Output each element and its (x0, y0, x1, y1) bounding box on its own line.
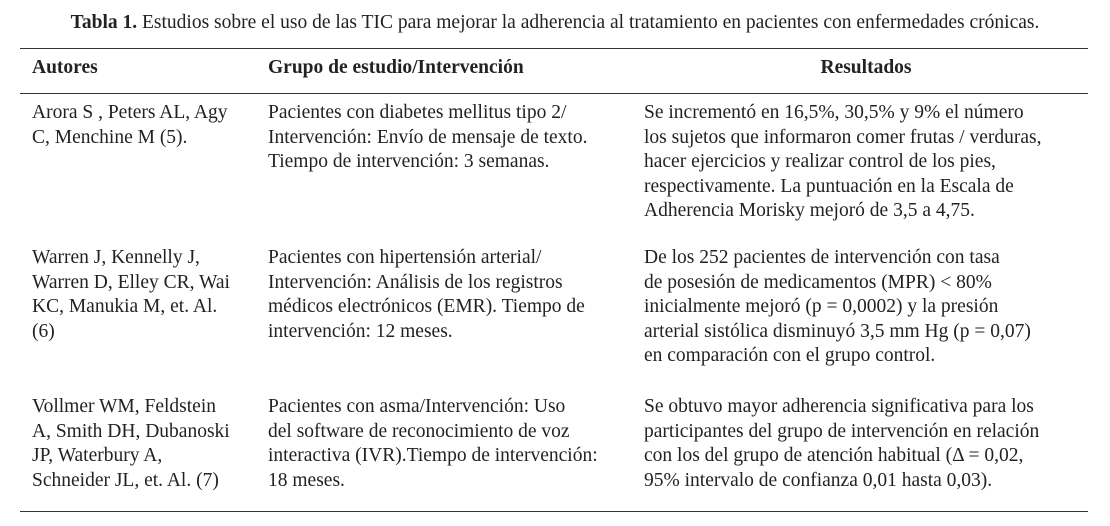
row-1-resultados (644, 101, 1041, 224)
text-line: De los 252 pacientes de intervención con tasa (644, 247, 1000, 268)
text-line: Pacientes con hipertensión arterial/ (268, 247, 542, 268)
row-2-grupo (268, 246, 585, 344)
table-label: Tabla 1. (70, 12, 138, 33)
text-line: (6) (32, 320, 55, 342)
text-line: hacer ejercicios y realizar control de los pies, (644, 151, 996, 172)
header-grupo: Grupo de estudio/Intervención (268, 57, 524, 78)
text-line: Pacientes con asma/Intervención: Uso (268, 396, 566, 417)
text-line: Vollmer WM, Feldstein (32, 396, 216, 417)
text-line: Schneider JL, et. Al. (7) (32, 469, 219, 491)
text-line: Tiempo de intervención: 3 semanas. (268, 151, 550, 172)
text-line: del software de reconocimiento de voz (268, 420, 570, 442)
row-3-autores (32, 395, 230, 493)
row-2-resultados (644, 246, 1031, 369)
row-1-grupo (268, 101, 587, 175)
table-caption-text: Estudios sobre el uso de las TIC para mejorar la adherencia al tratamiento en pacientes con enfermedades crónicas. (137, 12, 1040, 33)
text-line: con los del grupo de atención habitual (Δ = 0,02, (644, 445, 1024, 466)
row-3-resultados (644, 395, 1039, 493)
text-line: los sujetos que informaron comer frutas / verduras, (644, 126, 1042, 148)
text-line: Se obtuvo mayor adherencia significativa para los (644, 396, 1034, 417)
row-3-grupo (268, 395, 598, 493)
text-line: 18 meses. (268, 469, 345, 491)
row-2-autores (32, 246, 230, 344)
text-line: Adherencia Morisky mejoró de 3,5 a 4,75. (644, 200, 975, 221)
text-line: participantes del grupo de intervención en relación (644, 420, 1040, 442)
text-line: interactiva (IVR).Tiempo de intervención: (268, 445, 598, 466)
text-line: C, Menchine M (5). (32, 126, 188, 148)
text-line: Intervención: Envío de mensaje de texto. (268, 126, 588, 148)
top-rule (20, 48, 1088, 49)
row-1-autores (32, 101, 228, 150)
header-resultados: Resultados (820, 57, 912, 78)
text-line: JP, Waterbury A, (32, 445, 163, 466)
text-line: inicialmente mejoró (p = 0,0002) y la presión (644, 296, 999, 317)
text-line: Warren D, Elley CR, Wai (32, 271, 230, 293)
text-line: de posesión de medicamentos (MPR) < 80% (644, 271, 992, 293)
bottom-rule (20, 511, 1088, 512)
text-line: Pacientes con diabetes mellitus tipo 2/ (268, 102, 567, 123)
text-line: arterial sistólica disminuyó 3,5 mm Hg (p = 0,07) (644, 320, 1031, 342)
text-line: Arora S , Peters AL, Agy (32, 102, 228, 123)
text-line: A, Smith DH, Dubanoski (32, 420, 230, 442)
header-autores: Autores (32, 57, 98, 78)
text-line: Warren J, Kennelly J, (32, 247, 200, 268)
text-line: Intervención: Análisis de los registros (268, 271, 563, 293)
table-caption (0, 9, 1110, 37)
text-line: Se incrementó en 16,5%, 30,5% y 9% el número (644, 102, 1024, 123)
text-line: respectivamente. La puntuación en la Escala de (644, 175, 1014, 197)
text-line: KC, Manukia M, et. Al. (32, 296, 218, 317)
text-line: intervención: 12 meses. (268, 320, 453, 342)
text-line: 95% intervalo de confianza 0,01 hasta 0,03). (644, 469, 993, 491)
text-line: en comparación con el grupo control. (644, 345, 936, 366)
header-rule (20, 93, 1088, 94)
text-line: médicos electrónicos (EMR). Tiempo de (268, 296, 585, 317)
